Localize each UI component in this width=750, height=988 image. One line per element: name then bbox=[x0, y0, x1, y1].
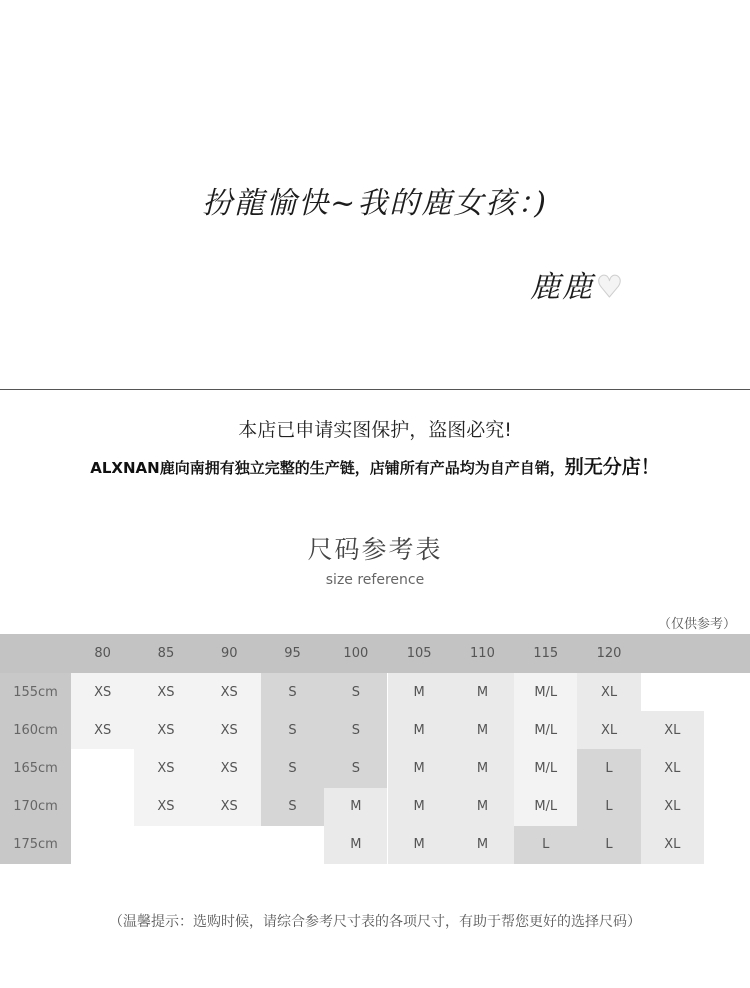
size-cell: XS bbox=[198, 711, 261, 749]
brand-notice-emphasis: 别无分店！ bbox=[564, 456, 660, 478]
size-cell bbox=[71, 788, 134, 826]
size-cell bbox=[71, 826, 134, 864]
size-cell: M bbox=[451, 749, 514, 787]
size-cell: M bbox=[451, 711, 514, 749]
size-cell: M bbox=[388, 711, 451, 749]
size-chart-title: 尺码参考表 bbox=[307, 535, 443, 564]
size-cell: L bbox=[514, 826, 577, 864]
brand-notice bbox=[0, 452, 750, 479]
size-cell: XS bbox=[134, 749, 197, 787]
size-cell: M bbox=[451, 788, 514, 826]
weight-header-cell: 90 bbox=[220, 646, 238, 661]
weight-header-cell: 100 bbox=[343, 646, 369, 661]
copyright-notice: 本店已申请实图保护，盗图必究! bbox=[238, 419, 512, 441]
size-cell: XS bbox=[134, 711, 197, 749]
height-label-cell: 165cm bbox=[0, 749, 71, 787]
greeting-text: 扮龍愉快~我的鹿女孩：) bbox=[202, 186, 548, 221]
size-cell: XL bbox=[641, 749, 704, 787]
height-label-cell: 175cm bbox=[0, 826, 71, 864]
weight-header-cell: 120 bbox=[596, 646, 622, 661]
size-chart-grid bbox=[0, 634, 750, 864]
size-cell: S bbox=[324, 749, 387, 787]
size-cell: S bbox=[261, 788, 324, 826]
weight-header-cell: 85 bbox=[157, 646, 175, 661]
size-cell: XS bbox=[198, 673, 261, 711]
size-cell bbox=[134, 826, 197, 864]
size-cell: S bbox=[261, 711, 324, 749]
size-cell: M bbox=[324, 826, 387, 864]
size-cell: XS bbox=[134, 673, 197, 711]
size-cell: L bbox=[577, 749, 640, 787]
size-cell bbox=[198, 826, 261, 864]
white-heart-icon: ♥ bbox=[596, 270, 625, 305]
size-cell: XL bbox=[641, 788, 704, 826]
size-cell: S bbox=[261, 673, 324, 711]
weight-header-cell: 80 bbox=[94, 646, 111, 661]
size-cell: XS bbox=[198, 749, 261, 787]
size-cell bbox=[71, 749, 134, 787]
size-cell: L bbox=[577, 788, 640, 826]
weight-header-cell: 110 bbox=[470, 646, 495, 661]
size-cell: M bbox=[451, 826, 514, 864]
size-chart-subtitle: size reference bbox=[325, 572, 425, 588]
height-label-cell: 155cm bbox=[0, 673, 71, 711]
size-cell: L bbox=[577, 826, 640, 864]
size-cell: XL bbox=[577, 673, 640, 711]
size-cell: S bbox=[324, 673, 387, 711]
size-cell: XL bbox=[641, 826, 704, 864]
height-label-cell: 160cm bbox=[0, 711, 71, 749]
size-cell: XS bbox=[71, 673, 134, 711]
signature bbox=[530, 262, 625, 306]
size-cell: S bbox=[261, 749, 324, 787]
size-cell bbox=[641, 673, 704, 711]
size-cell bbox=[261, 826, 324, 864]
size-cell: M bbox=[451, 673, 514, 711]
size-cell: M bbox=[388, 749, 451, 787]
size-cell: M/L bbox=[514, 673, 577, 711]
size-cell: XS bbox=[198, 788, 261, 826]
size-cell: XS bbox=[134, 788, 197, 826]
weight-header-cell: 95 bbox=[284, 646, 301, 661]
divider bbox=[0, 389, 750, 390]
size-cell: M/L bbox=[514, 749, 577, 787]
weight-header-cell: 115 bbox=[533, 646, 559, 661]
signature-text: 鹿鹿 bbox=[530, 270, 594, 305]
size-cell: XL bbox=[641, 711, 704, 749]
size-cell: XS bbox=[71, 711, 134, 749]
shopping-tip: （温馨提示：选购时候，请综合参考尺寸表的各项尺寸，有助于帮您更好的选择尺码） bbox=[109, 914, 641, 930]
size-cell: M bbox=[324, 788, 387, 826]
weight-header-cell: 105 bbox=[406, 646, 432, 661]
size-cell: M/L bbox=[514, 711, 577, 749]
size-cell: M bbox=[388, 826, 451, 864]
size-cell: S bbox=[324, 711, 387, 749]
brand-notice-text: ALXNAN鹿向南拥有独立完整的生产链，店铺所有产品均为自产自销， bbox=[90, 459, 565, 477]
height-label-cell: 170cm bbox=[0, 788, 71, 826]
size-cell: XL bbox=[577, 711, 640, 749]
size-cell: M/L bbox=[514, 788, 577, 826]
reference-note: （仅供参考） bbox=[657, 617, 736, 632]
size-cell: M bbox=[388, 788, 451, 826]
size-cell: M bbox=[388, 673, 451, 711]
